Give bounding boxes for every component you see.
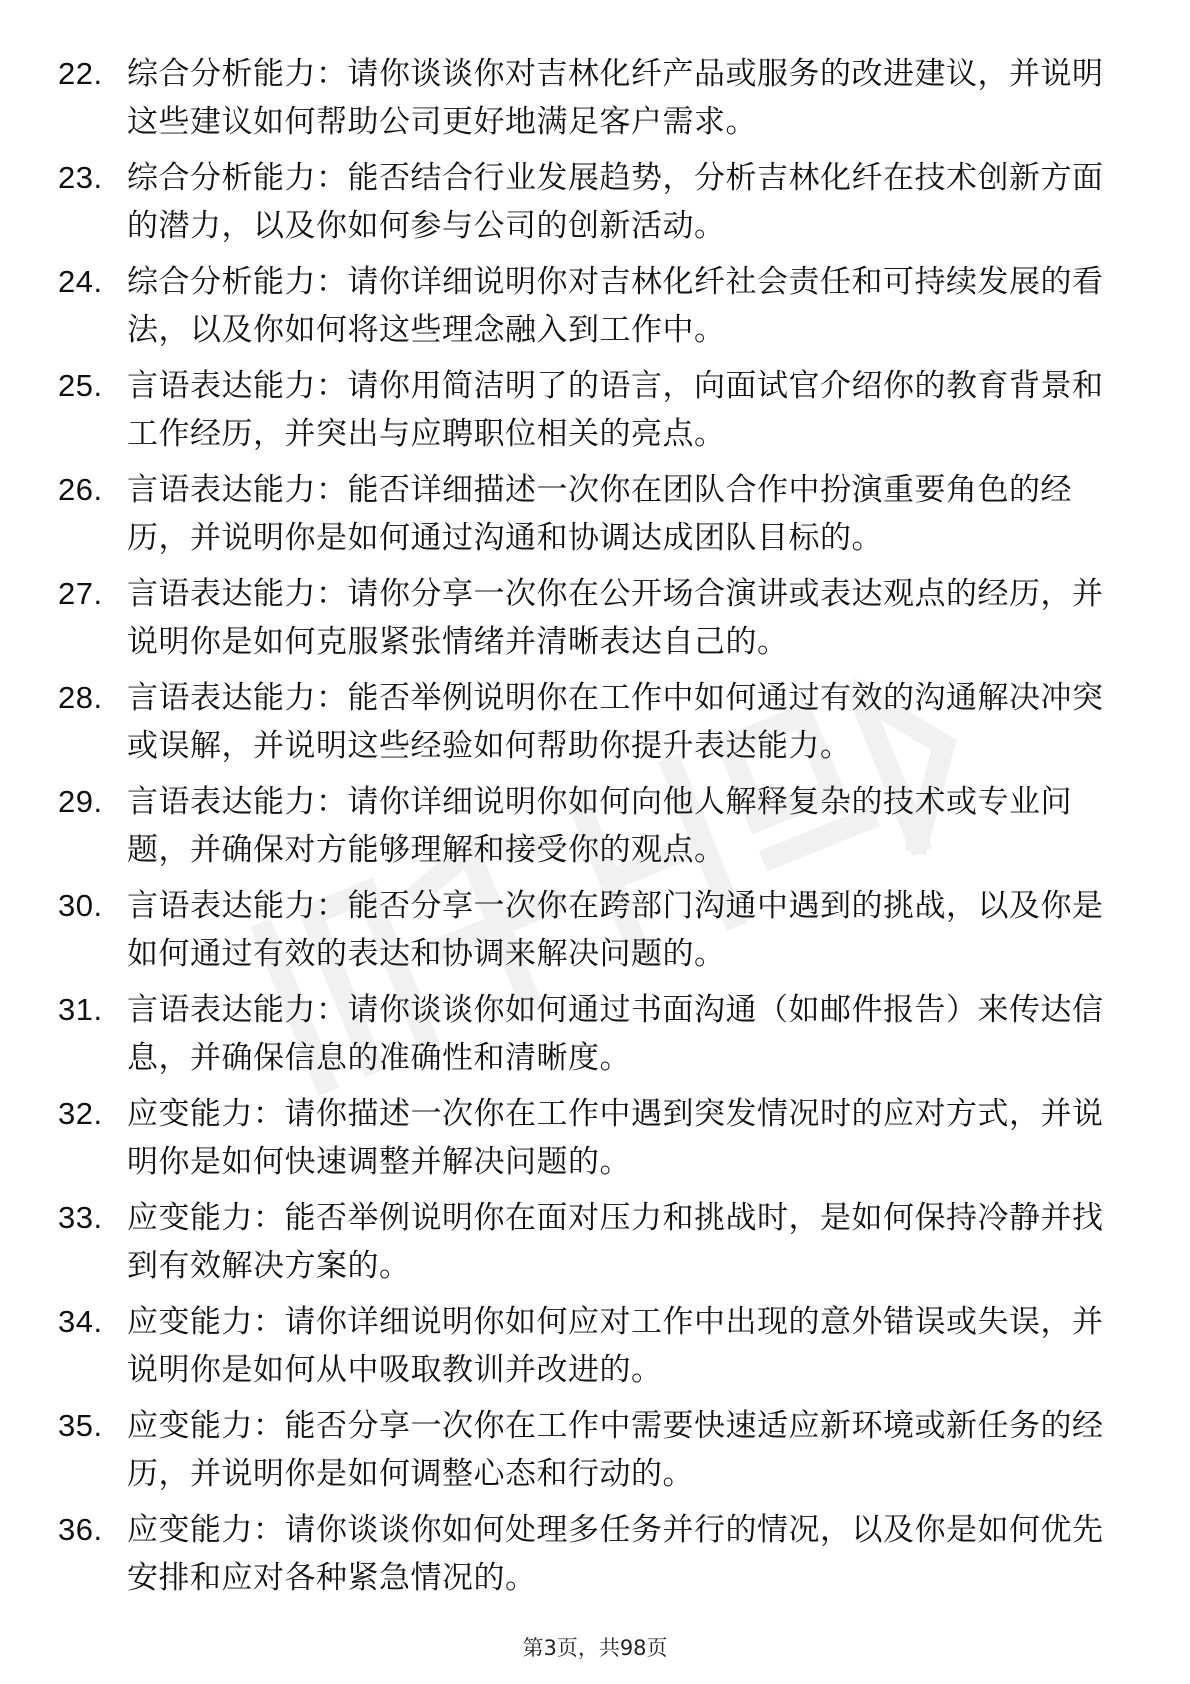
question-number: 27. xyxy=(58,576,103,611)
question-item xyxy=(0,674,1107,770)
question-number: 34. xyxy=(58,1304,103,1339)
question-text: 言语表达能力：能否分享一次你在跨部门沟通中遇到的挑战，以及你是如何通过有效的表达和协调来解决问题的。 xyxy=(127,888,1104,972)
question-item xyxy=(0,986,1107,1082)
question-text: 综合分析能力：能否结合行业发展趋势，分析吉林化纤在技术创新方面的潜力，以及你如何参与公司的创新活动。 xyxy=(127,160,1104,244)
question-item xyxy=(0,570,1107,666)
question-item xyxy=(0,1402,1107,1498)
page-number-label: 第3页，共98页 xyxy=(522,1636,668,1660)
question-number: 36. xyxy=(58,1512,103,1547)
question-number: 28. xyxy=(58,680,103,715)
question-number: 29. xyxy=(58,784,103,819)
question-list xyxy=(0,50,1190,1610)
question-text: 应变能力：请你谈谈你如何处理多任务并行的情况，以及你是如何优先安排和应对各种紧急情况的。 xyxy=(127,1512,1104,1596)
question-number: 33. xyxy=(58,1200,103,1235)
question-text: 应变能力：能否分享一次你在工作中需要快速适应新环境或新任务的经历，并说明你是如何调整心态和行动的。 xyxy=(127,1408,1104,1492)
question-item xyxy=(0,50,1107,146)
question-number: 25. xyxy=(58,368,103,403)
question-number: 35. xyxy=(58,1408,103,1443)
question-number: 31. xyxy=(58,992,103,1027)
page-footer xyxy=(0,1632,1190,1662)
question-text: 应变能力：请你详细说明你如何应对工作中出现的意外错误或失误，并说明你是如何从中吸取教训并改进的。 xyxy=(127,1304,1104,1388)
question-text: 言语表达能力：请你谈谈你如何通过书面沟通（如邮件报告）来传达信息，并确保信息的准确性和清晰度。 xyxy=(127,992,1104,1076)
question-text: 综合分析能力：请你谈谈你对吉林化纤产品或服务的改进建议，并说明这些建议如何帮助公司更好地满足客户需求。 xyxy=(127,56,1104,140)
question-text: 言语表达能力：能否详细描述一次你在团队合作中扮演重要角色的经历，并说明你是如何通过沟通和协调达成团队目标的。 xyxy=(127,472,1072,556)
question-item xyxy=(0,1194,1107,1290)
question-number: 30. xyxy=(58,888,103,923)
question-item xyxy=(0,778,1107,874)
question-item xyxy=(0,154,1107,250)
question-number: 23. xyxy=(58,160,103,195)
question-item xyxy=(0,1298,1107,1394)
question-item xyxy=(0,1090,1107,1186)
question-item xyxy=(0,882,1107,978)
question-number: 22. xyxy=(58,56,103,91)
question-number: 26. xyxy=(58,472,103,507)
question-text: 言语表达能力：能否举例说明你在工作中如何通过有效的沟通解决冲突或误解，并说明这些经验如何帮助你提升表达能力。 xyxy=(127,680,1104,764)
question-number: 32. xyxy=(58,1096,103,1131)
question-item xyxy=(0,362,1107,458)
question-text: 言语表达能力：请你分享一次你在公开场合演讲或表达观点的经历，并说明你是如何克服紧张情绪并清晰表达自己的。 xyxy=(127,576,1104,660)
question-text: 综合分析能力：请你详细说明你对吉林化纤社会责任和可持续发展的看法，以及你如何将这些理念融入到工作中。 xyxy=(127,264,1104,348)
question-item xyxy=(0,1506,1107,1602)
question-text: 应变能力：能否举例说明你在面对压力和挑战时，是如何保持冷静并找到有效解决方案的。 xyxy=(127,1200,1104,1284)
question-text: 应变能力：请你描述一次你在工作中遇到突发情况时的应对方式，并说明你是如何快速调整并解决问题的。 xyxy=(127,1096,1104,1180)
question-number: 24. xyxy=(58,264,103,299)
question-text: 言语表达能力：请你详细说明你如何向他人解释复杂的技术或专业问题，并确保对方能够理解和接受你的观点。 xyxy=(127,784,1072,868)
question-item xyxy=(0,466,1107,562)
question-text: 言语表达能力：请你用简洁明了的语言，向面试官介绍你的教育背景和工作经历，并突出与应聘职位相关的亮点。 xyxy=(127,368,1104,452)
question-item xyxy=(0,258,1107,354)
